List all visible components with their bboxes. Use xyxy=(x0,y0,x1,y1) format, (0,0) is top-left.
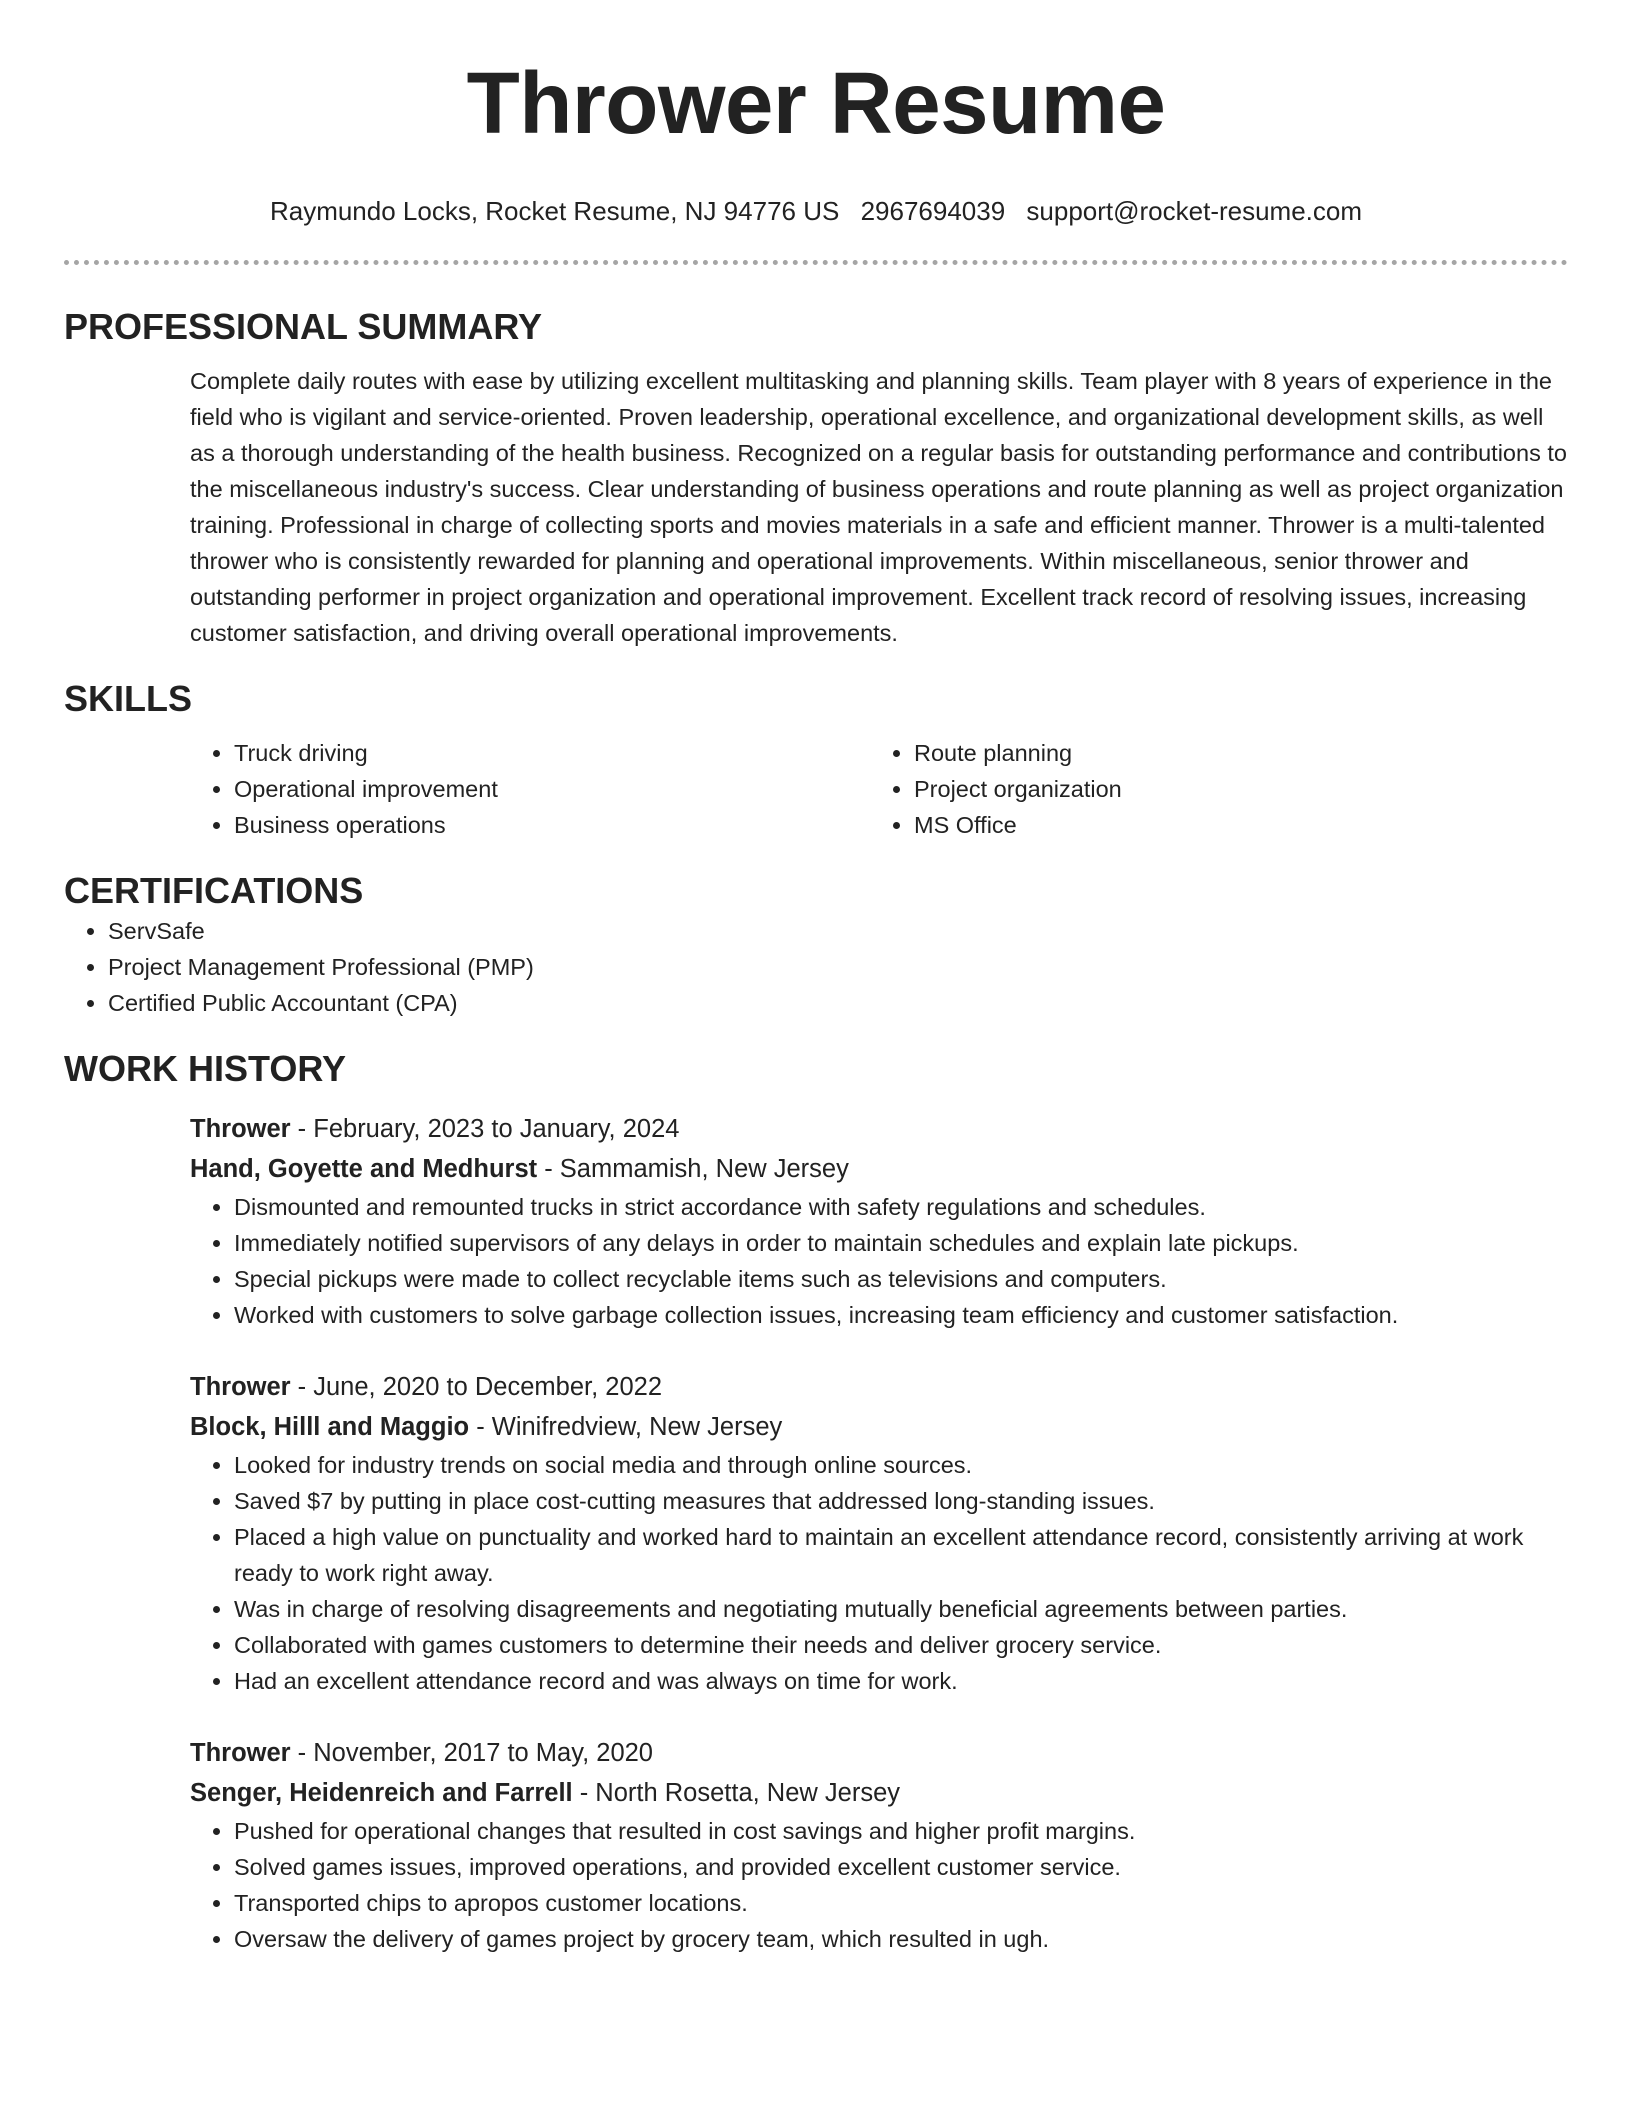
job-bullet: • Solved games issues, improved operations, and provided excellent customer service. xyxy=(234,1849,1568,1885)
job-dates: - June, 2020 to December, 2022 xyxy=(290,1373,662,1401)
job-bullet: • Was in charge of resolving disagreements and negotiating mutually beneficial agreements between parties. xyxy=(234,1591,1568,1627)
skill-item: • Route planning xyxy=(914,735,1568,771)
contact-address: Raymundo Locks, Rocket Resume, NJ 94776 US xyxy=(269,196,840,226)
certification-item: • Project Management Professional (PMP) xyxy=(108,949,1568,985)
certifications-list xyxy=(64,913,1568,1021)
job-entry xyxy=(190,1367,1568,1699)
contact-line xyxy=(64,194,1568,228)
job-company-line xyxy=(190,1773,1568,1813)
job-bullet: • Transported chips to apropos customer locations. xyxy=(234,1885,1568,1921)
job-role: Thrower xyxy=(190,1739,291,1767)
job-bullets xyxy=(190,1813,1568,1957)
section-heading: SKILLS xyxy=(64,678,193,719)
certification-item: • Certified Public Accountant (CPA) xyxy=(108,985,1568,1021)
header-divider xyxy=(64,260,1568,265)
summary-section xyxy=(64,305,1568,651)
skills-section xyxy=(64,677,1568,843)
skill-item: • Operational improvement xyxy=(234,771,870,807)
job-company-line xyxy=(190,1149,1568,1189)
job-company: Senger, Heidenreich and Farrell xyxy=(190,1779,573,1807)
job-bullet: • Special pickups were made to collect recyclable items such as televisions and computers. xyxy=(234,1261,1568,1297)
work-history-section xyxy=(64,1047,1568,1957)
section-heading: WORK HISTORY xyxy=(64,1048,347,1089)
job-title-line xyxy=(190,1367,1568,1407)
job-bullet: • Looked for industry trends on social media and through online sources. xyxy=(234,1447,1568,1483)
job-role: Thrower xyxy=(190,1115,291,1143)
section-heading: PROFESSIONAL SUMMARY xyxy=(64,306,543,347)
skills-list-right xyxy=(870,735,1568,843)
job-location: - Sammamish, New Jersey xyxy=(537,1155,849,1183)
job-bullet: • Placed a high value on punctuality and worked hard to maintain an excellent attendance record, consistently arriving at work ready to work right away. xyxy=(234,1519,1568,1591)
job-entry xyxy=(190,1109,1568,1333)
job-location: - North Rosetta, New Jersey xyxy=(572,1779,900,1807)
summary-text: Complete daily routes with ease by utilizing excellent multitasking and planning skills. Team player with 8 years of experience in the field who is vigilant and service-oriented. Proven leadership, operational excellence, and organizational development skills, as well as a thorough understanding of the health business. Recognized on a regular basis for outstanding performance and contributions to the miscellaneous industry's success. Clear understanding of business operations and route planning as well as project organization training. Professional in charge of collecting sports and movies materials in a safe and efficient manner. Thrower is a multi-talented thrower who is consistently rewarded for planning and operational improvements. Within miscellaneous, senior thrower and outstanding performer in project organization and operational improvement. Excellent track record of resolving issues, increasing customer satisfaction, and driving overall operational improvements. xyxy=(190,368,1567,646)
job-bullet: • Oversaw the delivery of games project by grocery team, which resulted in ugh. xyxy=(234,1921,1568,1957)
job-bullet: • Worked with customers to solve garbage collection issues, increasing team efficiency and customer satisfaction. xyxy=(234,1297,1568,1333)
skills-list-left xyxy=(190,735,870,843)
skills-grid xyxy=(190,735,1568,843)
job-bullets xyxy=(190,1189,1568,1333)
job-bullet: • Had an excellent attendance record and was always on time for work. xyxy=(234,1663,1568,1699)
job-title-line xyxy=(190,1733,1568,1773)
job-bullet: • Dismounted and remounted trucks in strict accordance with safety regulations and schedules. xyxy=(234,1189,1568,1225)
job-location: - Winifredview, New Jersey xyxy=(469,1413,783,1441)
job-title-line xyxy=(190,1109,1568,1149)
contact-email: support@rocket-resume.com xyxy=(1026,196,1363,226)
certification-item: • ServSafe xyxy=(108,913,1568,949)
job-bullet: • Pushed for operational changes that resulted in cost savings and higher profit margins. xyxy=(234,1813,1568,1849)
job-role: Thrower xyxy=(190,1373,291,1401)
section-heading: CERTIFICATIONS xyxy=(64,870,364,911)
contact-phone: 2967694039 xyxy=(860,196,1006,226)
job-bullet: • Saved $7 by putting in place cost-cutting measures that addressed long-standing issues. xyxy=(234,1483,1568,1519)
job-entry xyxy=(190,1733,1568,1957)
job-dates: - November, 2017 to May, 2020 xyxy=(290,1739,653,1767)
job-company-line xyxy=(190,1407,1568,1447)
skill-item: • Truck driving xyxy=(234,735,870,771)
job-dates: - February, 2023 to January, 2024 xyxy=(290,1115,680,1143)
job-bullet: • Immediately notified supervisors of any delays in order to maintain schedules and explain late pickups. xyxy=(234,1225,1568,1261)
skill-item: • Project organization xyxy=(914,771,1568,807)
job-bullets xyxy=(190,1447,1568,1699)
job-company: Hand, Goyette and Medhurst xyxy=(190,1155,538,1183)
skill-item: • MS Office xyxy=(914,807,1568,843)
job-bullet: • Collaborated with games customers to determine their needs and deliver grocery service. xyxy=(234,1627,1568,1663)
resume-title: Thrower Resume xyxy=(466,55,1166,152)
job-company: Block, Hilll and Maggio xyxy=(190,1413,470,1441)
skill-item: • Business operations xyxy=(234,807,870,843)
certifications-section xyxy=(64,869,1568,1021)
